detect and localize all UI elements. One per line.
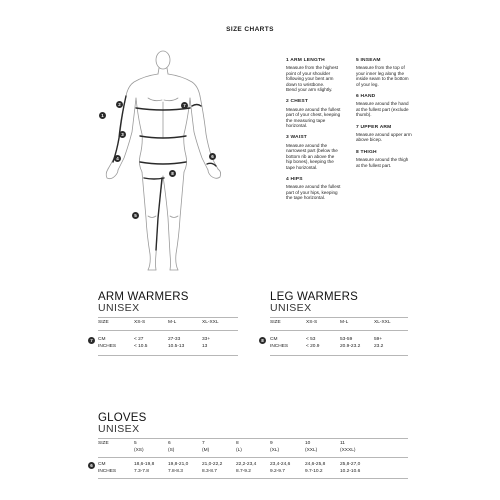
marker-3-waist: 3 — [119, 131, 126, 138]
size-xl-xxl: XL-XXL — [202, 320, 219, 325]
size-xl-xxl: XL-XXL — [374, 320, 391, 325]
gloves-title: GLOVES — [98, 412, 147, 424]
legend-thigh: 8 THIGH Measure around the thigh at the fullest part. — [356, 149, 409, 168]
gloves-rule-top — [98, 438, 408, 439]
gloves-rule-mid — [98, 457, 408, 458]
size-m-l: M-L — [168, 320, 177, 325]
size-label: SIZE — [270, 320, 281, 325]
marker-1-arm-length: 1 — [99, 112, 106, 119]
gloves-rule-bottom — [98, 478, 408, 479]
leg-warmers-rule-top — [270, 317, 408, 318]
size-xs-s: XS-S — [306, 320, 318, 325]
arm-warmers-title: ARM WARMERS — [98, 291, 189, 303]
marker-5-inseam: 5 — [132, 212, 139, 219]
marker-4-hips: 4 — [114, 155, 121, 162]
marker-6-hand: 6 — [209, 153, 216, 160]
table-row: CM 18,6-19,8 19,8-21,0 21,0-22,2 22,2-23,4 23,4-24,6 24,6-25,8 25,8-27,0 — [98, 462, 361, 467]
gloves-values — [98, 462, 408, 476]
marker-2-chest: 2 — [116, 101, 123, 108]
arm-warmers-values — [98, 337, 238, 351]
gloves-subtitle: UNISEX — [98, 423, 140, 435]
table-row: INCHES 7.3-7.8 7.8-8.3 8.3-8.7 8.7-9.2 9.2-9.7 9.7-10.2 10.2-10.6 — [98, 469, 361, 474]
legend-chest: 2 CHEST Measure around the fullest part of your chest, keeping the measuring tape horizontal. — [286, 99, 341, 129]
size-m-l: M-L — [340, 320, 349, 325]
legend-inseam: 5 INSEAM Measure from the top of your inner leg along the inside seam to the bottom of your leg. — [356, 58, 409, 87]
arm-warmers-rule-top — [98, 317, 238, 318]
table-row: INCHES < 10.5 10.5-13 13 — [98, 344, 208, 349]
size-label: SIZE — [98, 441, 109, 446]
arm-warmers-rule-mid — [98, 330, 238, 331]
arm-warmers-marker: 7 — [88, 337, 95, 344]
legend-right-column — [356, 58, 418, 175]
size-xs-s: XS-S — [134, 320, 146, 325]
size-label: SIZE — [98, 320, 109, 325]
marker-7-upper-arm: 7 — [181, 102, 188, 109]
table-row: CM < 53 53-59 59+ — [270, 337, 383, 342]
marker-8-thigh: 8 — [169, 170, 176, 177]
body-figure-illustration — [88, 46, 238, 276]
leg-warmers-rule-mid — [270, 330, 408, 331]
legend-left-column — [286, 58, 348, 208]
legend-waist: 3 WAIST Measure around the narrowest part (below the bottom rib an above the hip bones), keeping the tape horizontal. — [286, 135, 338, 170]
leg-warmers-title: LEG WARMERS — [270, 291, 359, 303]
leg-warmers-marker: 8 — [259, 337, 266, 344]
table-row: CM < 27 27-33 33+ — [98, 337, 211, 342]
arm-warmers-rule-bottom — [98, 355, 238, 356]
gloves-marker: 6 — [88, 462, 95, 469]
legend-hips: 4 HIPS Measure around the fullest part of your hips, keeping the tape horizontal. — [286, 176, 341, 201]
arm-warmers-subtitle: UNISEX — [98, 302, 140, 314]
leg-warmers-rule-bottom — [270, 355, 408, 356]
leg-warmers-size-header — [270, 320, 408, 327]
legend-arm-length: 1 ARM LENGTH Measure from the highest point of your shoulder following your bent arm down to wristbone. Bend your arm slightly. — [286, 58, 339, 93]
page-title: SIZE CHARTS — [226, 26, 274, 33]
legend-hand: 6 HAND Measure around the hand at the fullest part (exclude thumb). — [356, 94, 409, 118]
gloves-size-header: SIZE 5 6 7 8 9 10 11 (XS) (S) (M) (L) (XL) (XXL) (XXXL) — [98, 441, 356, 453]
arm-warmers-size-header — [98, 320, 238, 327]
leg-warmers-values — [270, 337, 408, 351]
legend-upper-arm: 7 UPPER ARM Measure around upper arm above bicep. — [356, 124, 412, 143]
leg-warmers-subtitle: UNISEX — [270, 302, 312, 314]
table-row: INCHES < 20.9 20.9-23.2 23.2 — [270, 344, 384, 349]
